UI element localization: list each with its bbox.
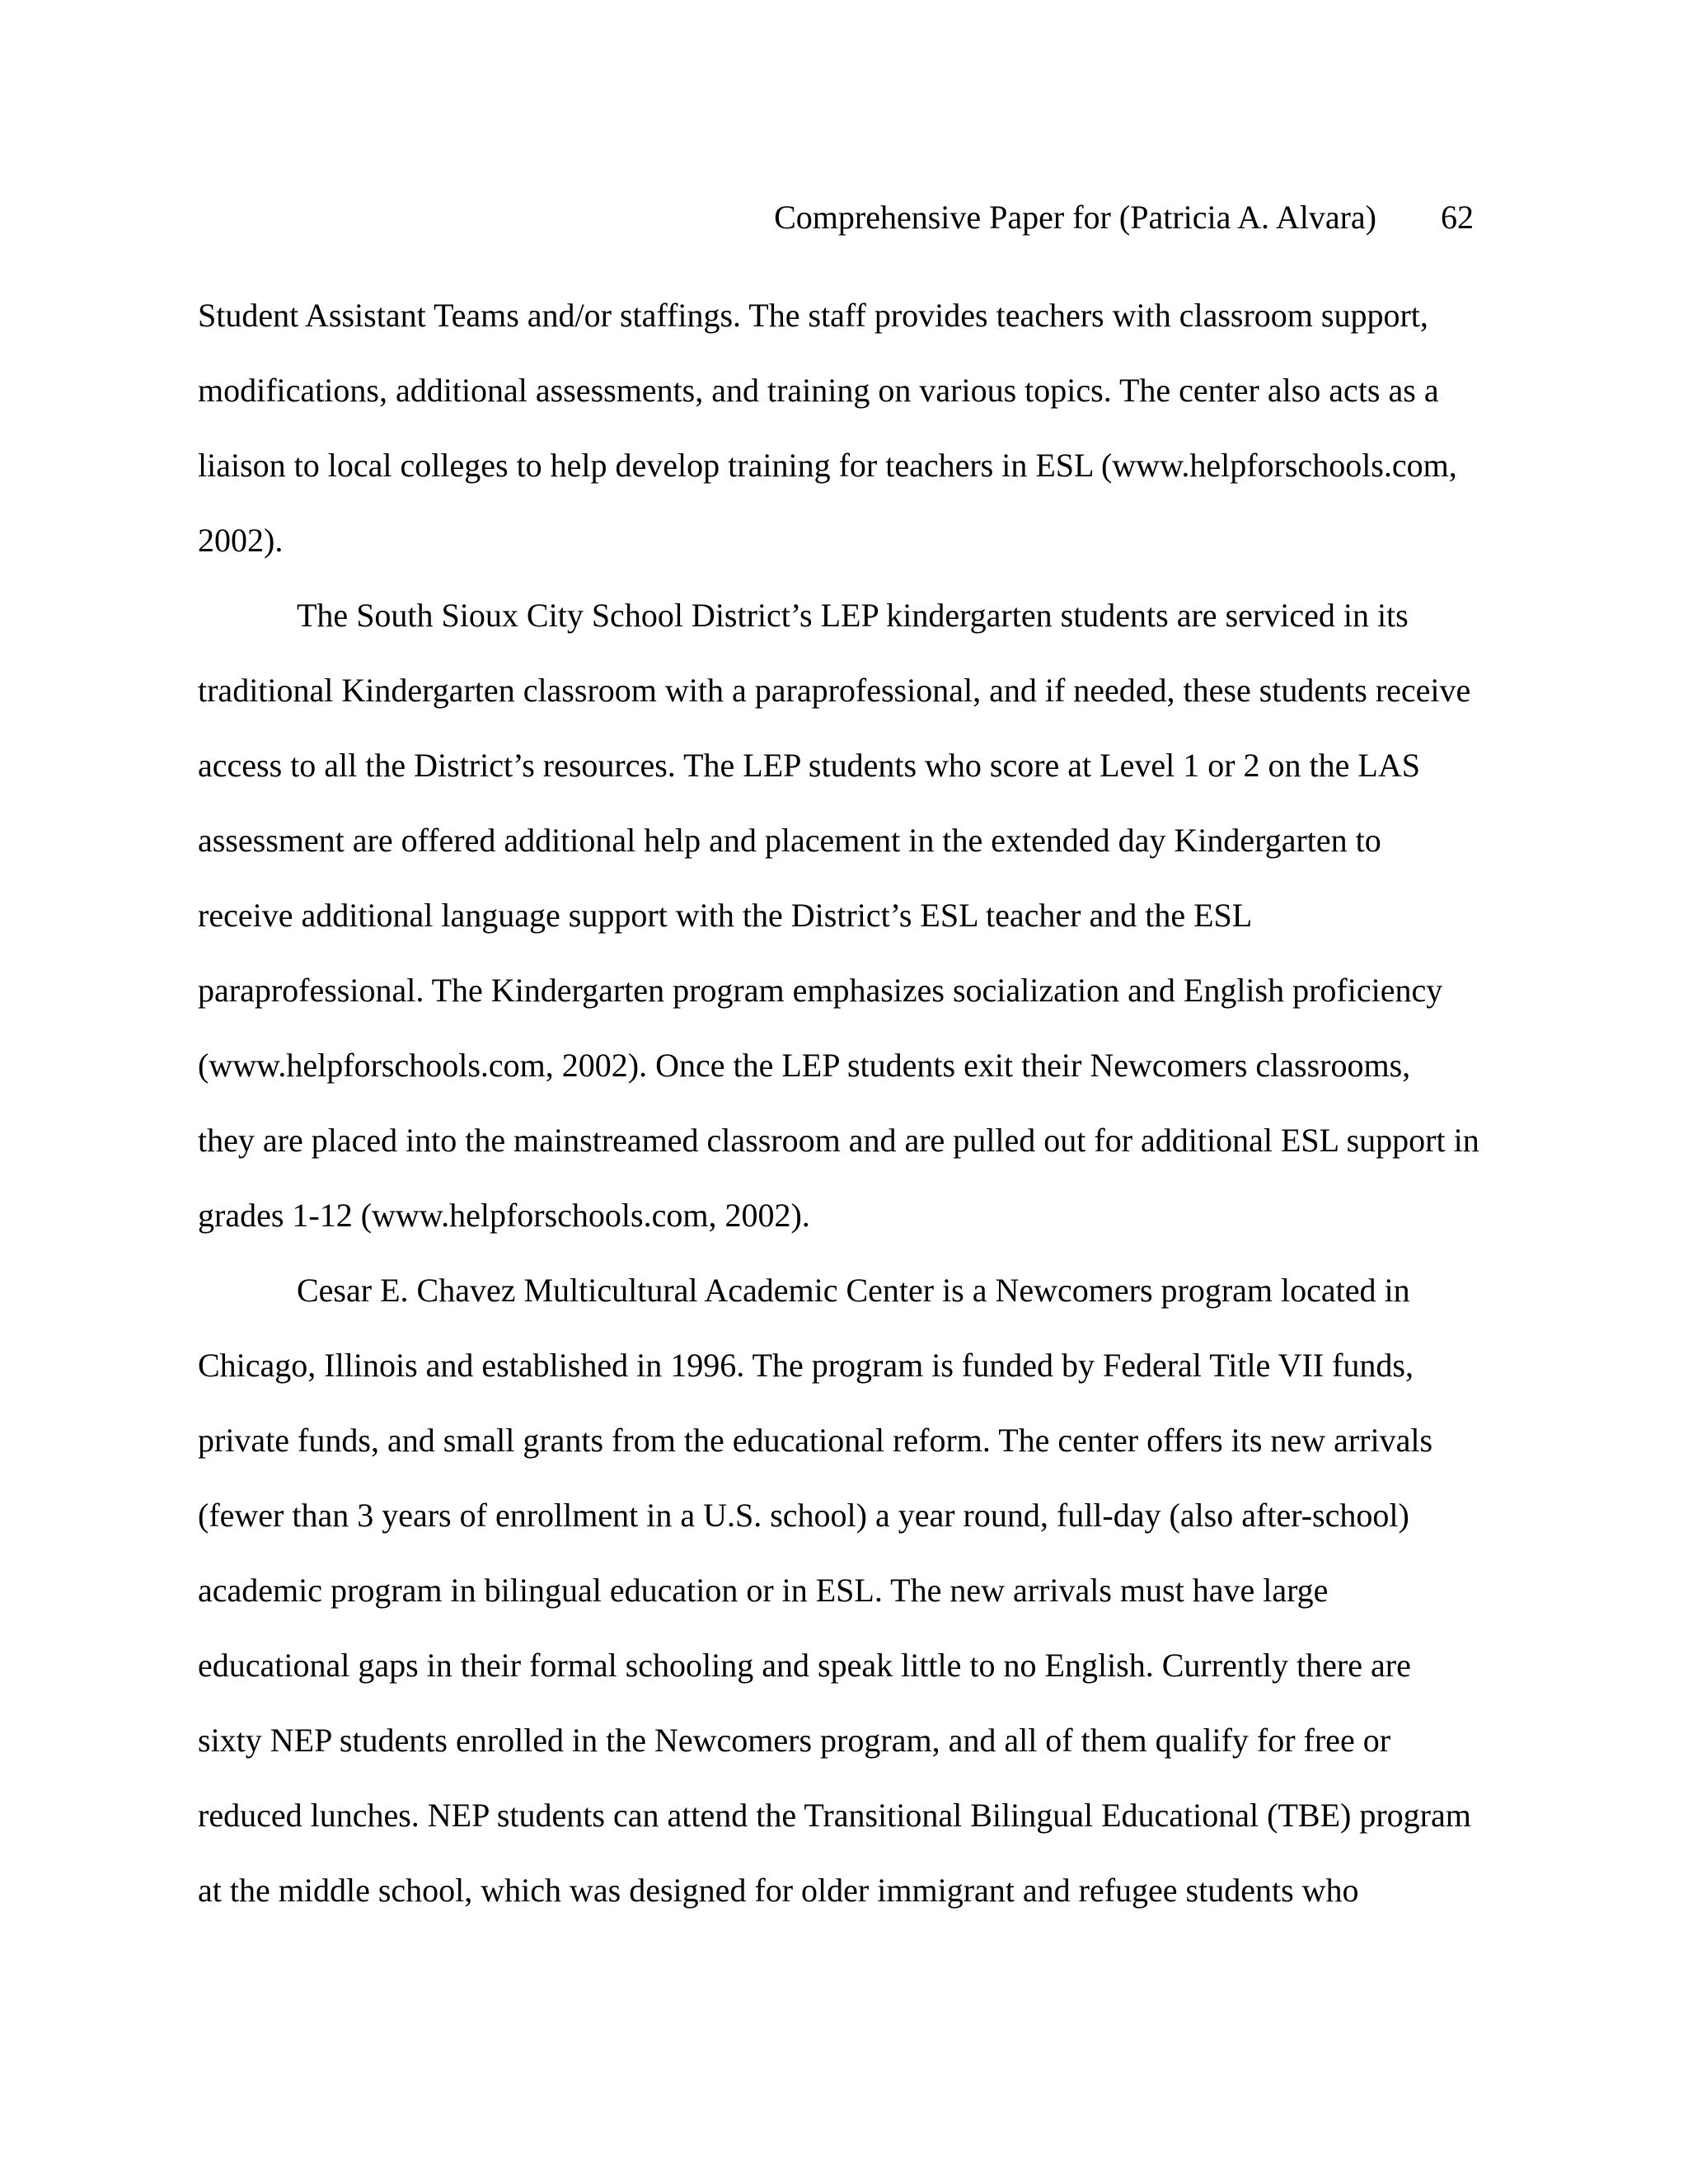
paragraph-first-line: The South Sioux City School District’s LEP kindergarten students are serviced in its xyxy=(297,597,1409,634)
paragraph-first-line: Cesar E. Chavez Multicultural Academic Center is a Newcomers program located in xyxy=(297,1272,1410,1309)
text-line: traditional Kindergarten classroom with a paraprofessional, and if needed, these students receive xyxy=(198,672,1471,709)
running-header xyxy=(774,194,1474,241)
text-line: grades 1-12 (www.helpforschools.com, 2002). xyxy=(198,1197,810,1234)
text-line: educational gaps in their formal schooling and speak little to no English. Currently there are xyxy=(198,1647,1411,1684)
text-line: Chicago, Illinois and established in 1996. The program is funded by Federal Title VII funds, xyxy=(198,1347,1414,1384)
text-line: (www.helpforschools.com, 2002). Once the LEP students exit their Newcomers classrooms, xyxy=(198,1047,1411,1084)
text-line: paraprofessional. The Kindergarten program emphasizes socialization and English proficiency xyxy=(198,972,1443,1009)
running-title: Comprehensive Paper for (Patricia A. Alvara) xyxy=(774,199,1376,236)
text-line: at the middle school, which was designed for older immigrant and refugee students who xyxy=(198,1872,1359,1909)
text-line: academic program in bilingual education or in ESL. The new arrivals must have large xyxy=(198,1572,1329,1609)
text-line: access to all the District’s resources. The LEP students who score at Level 1 or 2 on the LAS xyxy=(198,747,1420,784)
text-line: liaison to local colleges to help develop training for teachers in ESL (www.helpforschools.com, xyxy=(198,447,1457,484)
text-line: modifications, additional assessments, and training on various topics. The center also acts as a xyxy=(198,372,1439,409)
text-line: receive additional language support with the District’s ESL teacher and the ESL xyxy=(198,897,1253,934)
text-line: Student Assistant Teams and/or staffings. The staff provides teachers with classroom support, xyxy=(198,297,1428,334)
page-number: 62 xyxy=(1441,199,1474,236)
text-line: sixty NEP students enrolled in the Newcomers program, and all of them qualify for free or xyxy=(198,1722,1391,1759)
text-line: private funds, and small grants from the educational reform. The center offers its new arrivals xyxy=(198,1422,1433,1459)
text-line: (fewer than 3 years of enrollment in a U.S. school) a year round, full-day (also after-school) xyxy=(198,1497,1409,1534)
text-line: assessment are offered additional help and placement in the extended day Kindergarten to xyxy=(198,822,1381,859)
text-line: they are placed into the mainstreamed classroom and are pulled out for additional ESL support in xyxy=(198,1122,1479,1159)
text-line: 2002). xyxy=(198,522,284,559)
text-line: reduced lunches. NEP students can attend the Transitional Bilingual Educational (TBE) program xyxy=(198,1797,1471,1834)
